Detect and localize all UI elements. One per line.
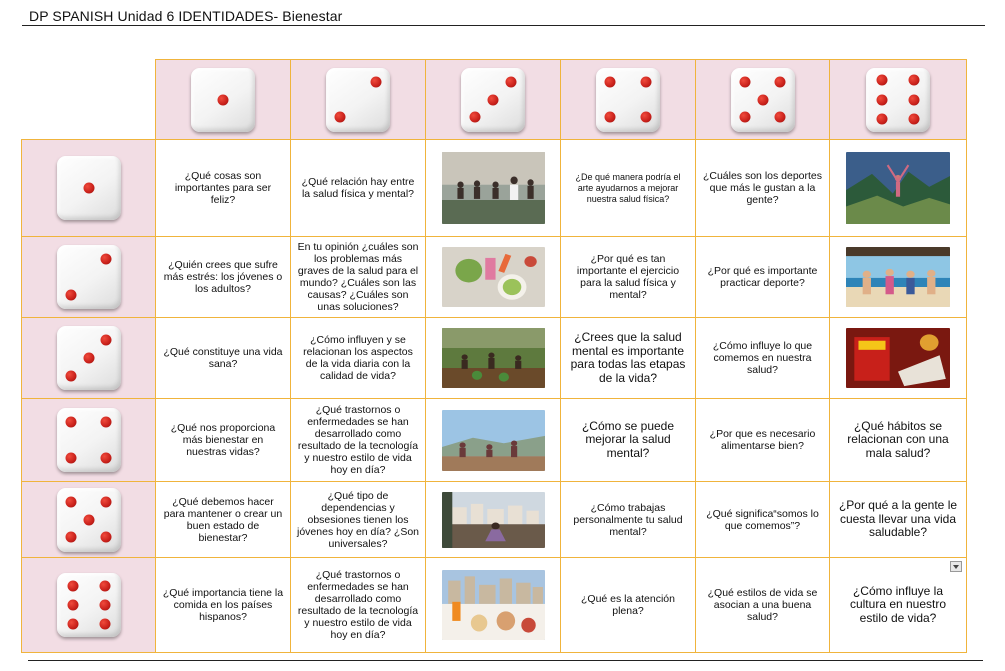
column-header-die-6: [829, 59, 967, 140]
meditation-city-photo: [442, 492, 545, 548]
die-face-3-icon: [57, 326, 121, 390]
question-text: ¿Por qué es tan importante el ejercicio para la salud física y mental?: [576, 253, 680, 301]
die-pip: [65, 289, 76, 300]
question-cell-r6-c5: [695, 557, 830, 653]
question-text: ¿Qué cosas son importantes para ser feliz?: [174, 170, 272, 206]
die-pip: [218, 94, 229, 105]
die-pip: [65, 532, 76, 543]
fast-food-photo: [846, 328, 950, 388]
question-cell-r1-c5: [695, 139, 830, 237]
die-pip: [370, 76, 381, 87]
die-face-3-icon: [461, 68, 525, 132]
question-text: ¿Cuáles son los deportes que más le gustan a la gente?: [702, 170, 823, 206]
die-pip: [67, 580, 78, 591]
question-cell-r4-c2: [290, 398, 426, 482]
question-cell-r4-c3: [425, 398, 561, 482]
die-pip: [757, 94, 768, 105]
column-header-die-1: [155, 59, 291, 140]
chevron-down-icon: [953, 565, 959, 569]
question-text: ¿Qué nos proporciona más bienestar en nuestras vidas?: [170, 422, 276, 458]
mountain-yoga-photo: [846, 152, 950, 224]
question-cell-r5-c2: [290, 481, 426, 558]
die-pip: [909, 75, 920, 86]
die-face-4-icon: [57, 408, 121, 472]
question-cell-r1-c3: [425, 139, 561, 237]
question-text: ¿De qué manera podría el arte ayudarnos a mejorar nuestra salud física?: [575, 171, 681, 204]
question-text: ¿Crees que la salud mental es importante para todas las etapas de la vida?: [570, 330, 686, 385]
question-cell-r2-c5: [695, 236, 830, 318]
breakfast-city-photo: [442, 570, 545, 640]
question-cell-r5-c5: [695, 481, 830, 558]
column-header-die-3: [425, 59, 561, 140]
die-pip: [640, 76, 651, 87]
question-cell-r2-c2: [290, 236, 426, 318]
question-text: ¿Qué constituye una vida sana?: [163, 346, 283, 370]
die-pip: [83, 514, 94, 525]
question-cell-r2-c3: [425, 236, 561, 318]
die-pip: [775, 112, 786, 123]
die-pip: [65, 496, 76, 507]
question-text: ¿Qué relación hay entre la salud física y mental?: [301, 176, 415, 200]
question-cell-r1-c2: [290, 139, 426, 237]
die-face-5-icon: [57, 488, 121, 552]
question-cell-r5-c1: [155, 481, 291, 558]
header-rule: [22, 25, 985, 26]
die-pip: [101, 496, 112, 507]
die-pip: [99, 580, 110, 591]
question-text: ¿Qué trastornos o enfermedades se han desarrollado como resultado de la tecnología y nuestro estilo de vida hoy en día?: [297, 569, 419, 641]
question-text: ¿Qué es la atención plena?: [581, 593, 675, 617]
row-header-die-6: [21, 557, 156, 653]
question-cell-r2-c1: [155, 236, 291, 318]
question-cell-r1-c4: [560, 139, 696, 237]
question-cell-r6-c2: [290, 557, 426, 653]
die-pip: [605, 76, 616, 87]
die-face-1-icon: [191, 68, 255, 132]
question-cell-r2-c6: [829, 236, 967, 318]
die-pip: [488, 94, 499, 105]
row-header-die-2: [21, 236, 156, 318]
question-text: ¿Por qué es importante practicar deporte?: [707, 265, 818, 289]
die-face-6-icon: [866, 68, 930, 132]
question-cell-r1-c1: [155, 139, 291, 237]
question-cell-r6-c6: [829, 557, 967, 653]
question-cell-r6-c4: [560, 557, 696, 653]
row-header-die-5: [21, 481, 156, 558]
question-text: ¿Qué significa“somos lo que comemos”?: [706, 507, 819, 532]
die-pip: [83, 183, 94, 194]
question-cell-r6-c3: [425, 557, 561, 653]
die-pip: [101, 335, 112, 346]
die-face-2-icon: [57, 245, 121, 309]
question-cell-r4-c5: [695, 398, 830, 482]
die-face-4-icon: [596, 68, 660, 132]
question-text: ¿Cómo influye la cultura en nuestro estilo de vida?: [849, 583, 947, 625]
yoga-class-photo: [442, 152, 545, 224]
die-pip: [605, 112, 616, 123]
footer-rule: [28, 660, 983, 661]
die-pip: [65, 417, 76, 428]
question-cell-r4-c1: [155, 398, 291, 482]
page-title: DP SPANISH Unidad 6 IDENTIDADES- Bienestar: [29, 8, 343, 24]
question-cell-r6-c1: [155, 557, 291, 653]
healthy-food-photo: [442, 247, 545, 307]
question-cell-r3-c2: [290, 317, 426, 399]
question-cell-r5-c6: [829, 481, 967, 558]
question-text: ¿Qué debemos hacer para mantener o crear un buen estado de bienestar?: [163, 495, 283, 544]
question-text: En tu opinión ¿cuáles son los problemas más graves de la salud para el mundo? ¿Cuáles son las causas? ¿Cuáles son unas soluciones?: [297, 241, 419, 313]
question-text: ¿Qué estilos de vida se asocian a una buena salud?: [707, 587, 818, 623]
die-pip: [99, 600, 110, 611]
row-header-die-1: [21, 139, 156, 237]
die-pip: [65, 452, 76, 463]
question-text: ¿Qué importancia tiene la comida en los países hispanos?: [162, 587, 284, 623]
column-header-die-4: [560, 59, 696, 140]
beach-friends-photo: [846, 247, 950, 307]
die-pip: [909, 113, 920, 124]
column-header-die-2: [290, 59, 426, 140]
die-pip: [83, 353, 94, 364]
die-pip: [335, 112, 346, 123]
die-pip: [505, 76, 516, 87]
die-pip: [739, 76, 750, 87]
cell-dropdown-button[interactable]: [950, 561, 962, 572]
garden-people-photo: [442, 328, 545, 388]
question-text: ¿Cómo se puede mejorar la salud mental?: [581, 418, 675, 460]
die-face-5-icon: [731, 68, 795, 132]
die-pip: [739, 112, 750, 123]
question-cell-r5-c4: [560, 481, 696, 558]
question-text: ¿Qué tipo de dependencias y obsesiones tienen los jóvenes hoy en día? ¿Son universales?: [297, 489, 420, 550]
question-cell-r2-c4: [560, 236, 696, 318]
question-cell-r4-c6: [829, 398, 967, 482]
die-pip: [877, 75, 888, 86]
column-header-die-5: [695, 59, 830, 140]
question-text: ¿Quién crees que sufre más estrés: los jóvenes o los adultos?: [163, 259, 283, 295]
question-text: ¿Cómo influyen y se relacionan los aspectos de la vida diaria con la calidad de vida?: [303, 334, 413, 382]
die-pip: [640, 112, 651, 123]
question-cell-r3-c1: [155, 317, 291, 399]
die-pip: [65, 370, 76, 381]
die-pip: [775, 76, 786, 87]
question-text: ¿Cómo trabajas personalmente tu salud mental?: [573, 501, 683, 538]
die-face-6-icon: [57, 573, 121, 637]
question-cell-r1-c6: [829, 139, 967, 237]
rooftop-yoga-photo: [442, 410, 545, 471]
die-pip: [877, 94, 888, 105]
die-pip: [101, 417, 112, 428]
die-pip: [470, 112, 481, 123]
question-text: ¿Qué hábitos se relacionan con una mala salud?: [847, 418, 949, 460]
question-text: ¿Qué trastornos o enfermedades se han desarrollado como resultado de la tecnología y nuestro estilo de vida hoy en día?: [297, 404, 419, 476]
die-pip: [909, 94, 920, 105]
question-cell-r3-c4: [560, 317, 696, 399]
row-header-die-4: [21, 398, 156, 482]
die-pip: [101, 532, 112, 543]
row-header-die-3: [21, 317, 156, 399]
die-face-2-icon: [326, 68, 390, 132]
question-text: ¿Por qué a la gente le cuesta llevar una vida saludable?: [838, 498, 958, 540]
question-cell-r4-c4: [560, 398, 696, 482]
question-cell-r3-c6: [829, 317, 967, 399]
question-cell-r5-c3: [425, 481, 561, 558]
die-face-1-icon: [57, 156, 121, 220]
die-pip: [67, 600, 78, 611]
die-pip: [101, 452, 112, 463]
die-pip: [67, 619, 78, 630]
question-cell-r3-c3: [425, 317, 561, 399]
die-pip: [101, 254, 112, 265]
question-text: ¿Por que es necesario alimentarse bien?: [709, 428, 816, 452]
die-pip: [877, 113, 888, 124]
question-cell-r3-c5: [695, 317, 830, 399]
die-pip: [99, 619, 110, 630]
question-text: ¿Cómo influye lo que comemos en nuestra salud?: [712, 340, 813, 376]
